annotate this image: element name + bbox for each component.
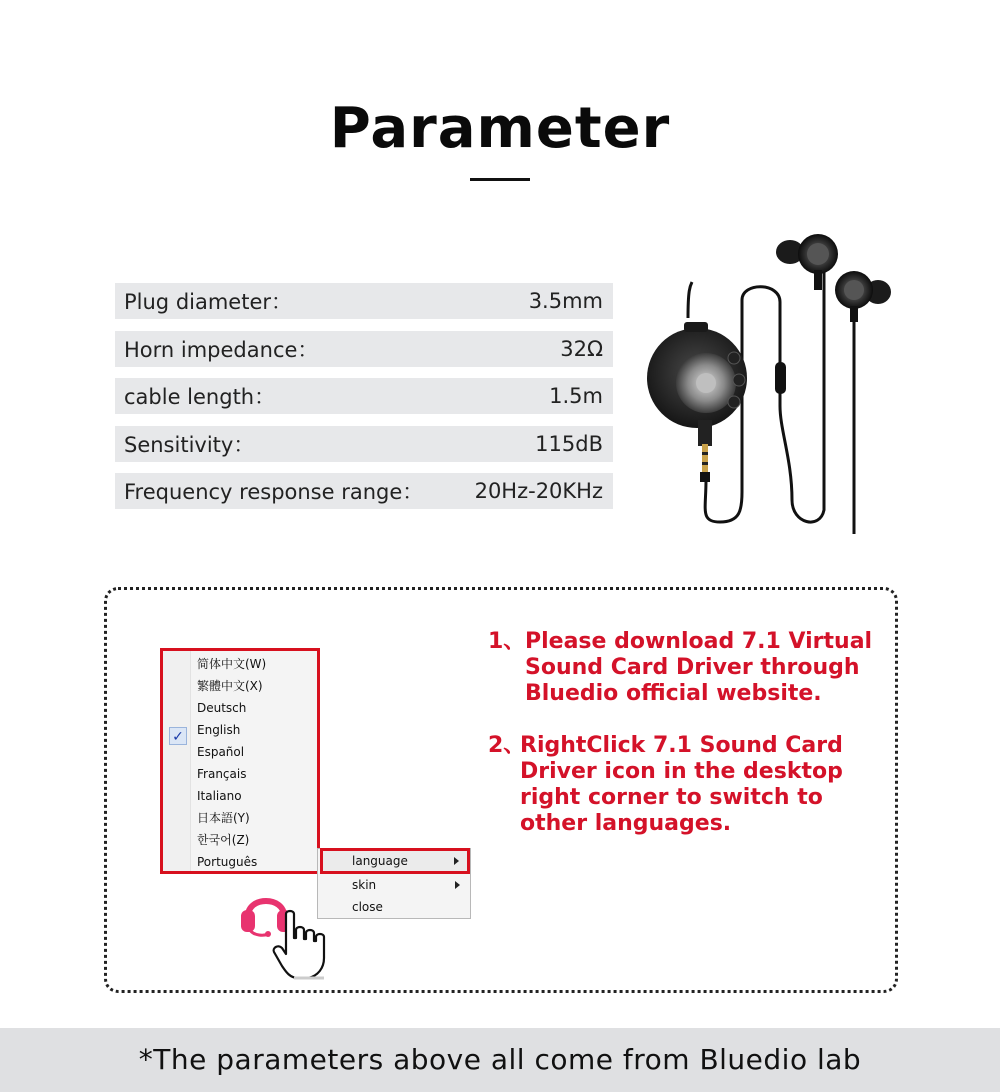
instruction-step-2 <box>488 733 888 843</box>
language-item[interactable]: 日本語(Y) <box>197 811 250 825</box>
language-item[interactable]: 繁體中文(X) <box>197 679 263 693</box>
context-item-skin[interactable]: skin <box>352 878 377 892</box>
language-item[interactable]: 한국어(Z) <box>197 833 250 847</box>
context-item-close[interactable]: close <box>352 900 383 914</box>
language-item-selected[interactable]: English <box>197 723 241 737</box>
language-item[interactable]: 简体中文(W) <box>197 657 267 671</box>
step-text: Please download 7.1 Virtual Sound Card Driver through Bluedio official website. <box>525 629 873 706</box>
footer-note: *The parameters above all come from Bluedio lab <box>0 1028 1000 1092</box>
submenu-arrow-icon <box>454 857 459 865</box>
spec-row-frequency-response <box>115 473 613 509</box>
language-item[interactable]: Português <box>197 855 258 869</box>
language-item[interactable]: Italiano <box>197 789 242 803</box>
menu-gutter <box>163 651 191 871</box>
earphones-product-image <box>640 230 900 540</box>
step-text: RightClick 7.1 Sound Card Driver icon in the desktop right corner to switch to other languages. <box>520 733 843 836</box>
hand-cursor-icon <box>272 908 338 982</box>
spec-label: cable length： <box>124 385 276 409</box>
language-item[interactable]: Deutsch <box>197 701 247 715</box>
spec-row-sensitivity <box>115 426 613 462</box>
language-item[interactable]: Français <box>197 767 247 781</box>
title-underline <box>470 178 530 181</box>
spec-value: 32Ω <box>560 336 603 361</box>
spec-label: Sensitivity： <box>124 432 255 457</box>
spec-row-plug-diameter <box>115 283 613 319</box>
instruction-step-1 <box>488 629 888 709</box>
spec-label: Plug diameter： <box>124 290 293 314</box>
page-title: Parameter <box>329 96 671 161</box>
language-item[interactable]: Español <box>197 745 245 759</box>
language-menu <box>160 648 320 874</box>
spec-label: Frequency response range： <box>124 480 424 504</box>
spec-table <box>115 283 613 521</box>
spec-value: 20Hz-20KHz <box>474 479 603 503</box>
context-item-language[interactable] <box>320 848 470 874</box>
spec-value: 3.5mm <box>528 289 603 313</box>
checkmark-icon: ✓ <box>169 727 187 745</box>
submenu-arrow-icon <box>455 881 460 889</box>
spec-value: 1.5m <box>549 384 603 408</box>
step-number: 2、 <box>488 733 526 758</box>
context-item-label: language <box>352 854 408 868</box>
spec-row-horn-impedance <box>115 331 613 367</box>
spec-value: 115dB <box>535 431 603 456</box>
spec-label: Horn impedance： <box>124 337 319 362</box>
step-number: 1、 <box>488 629 526 654</box>
spec-row-cable-length <box>115 378 613 414</box>
